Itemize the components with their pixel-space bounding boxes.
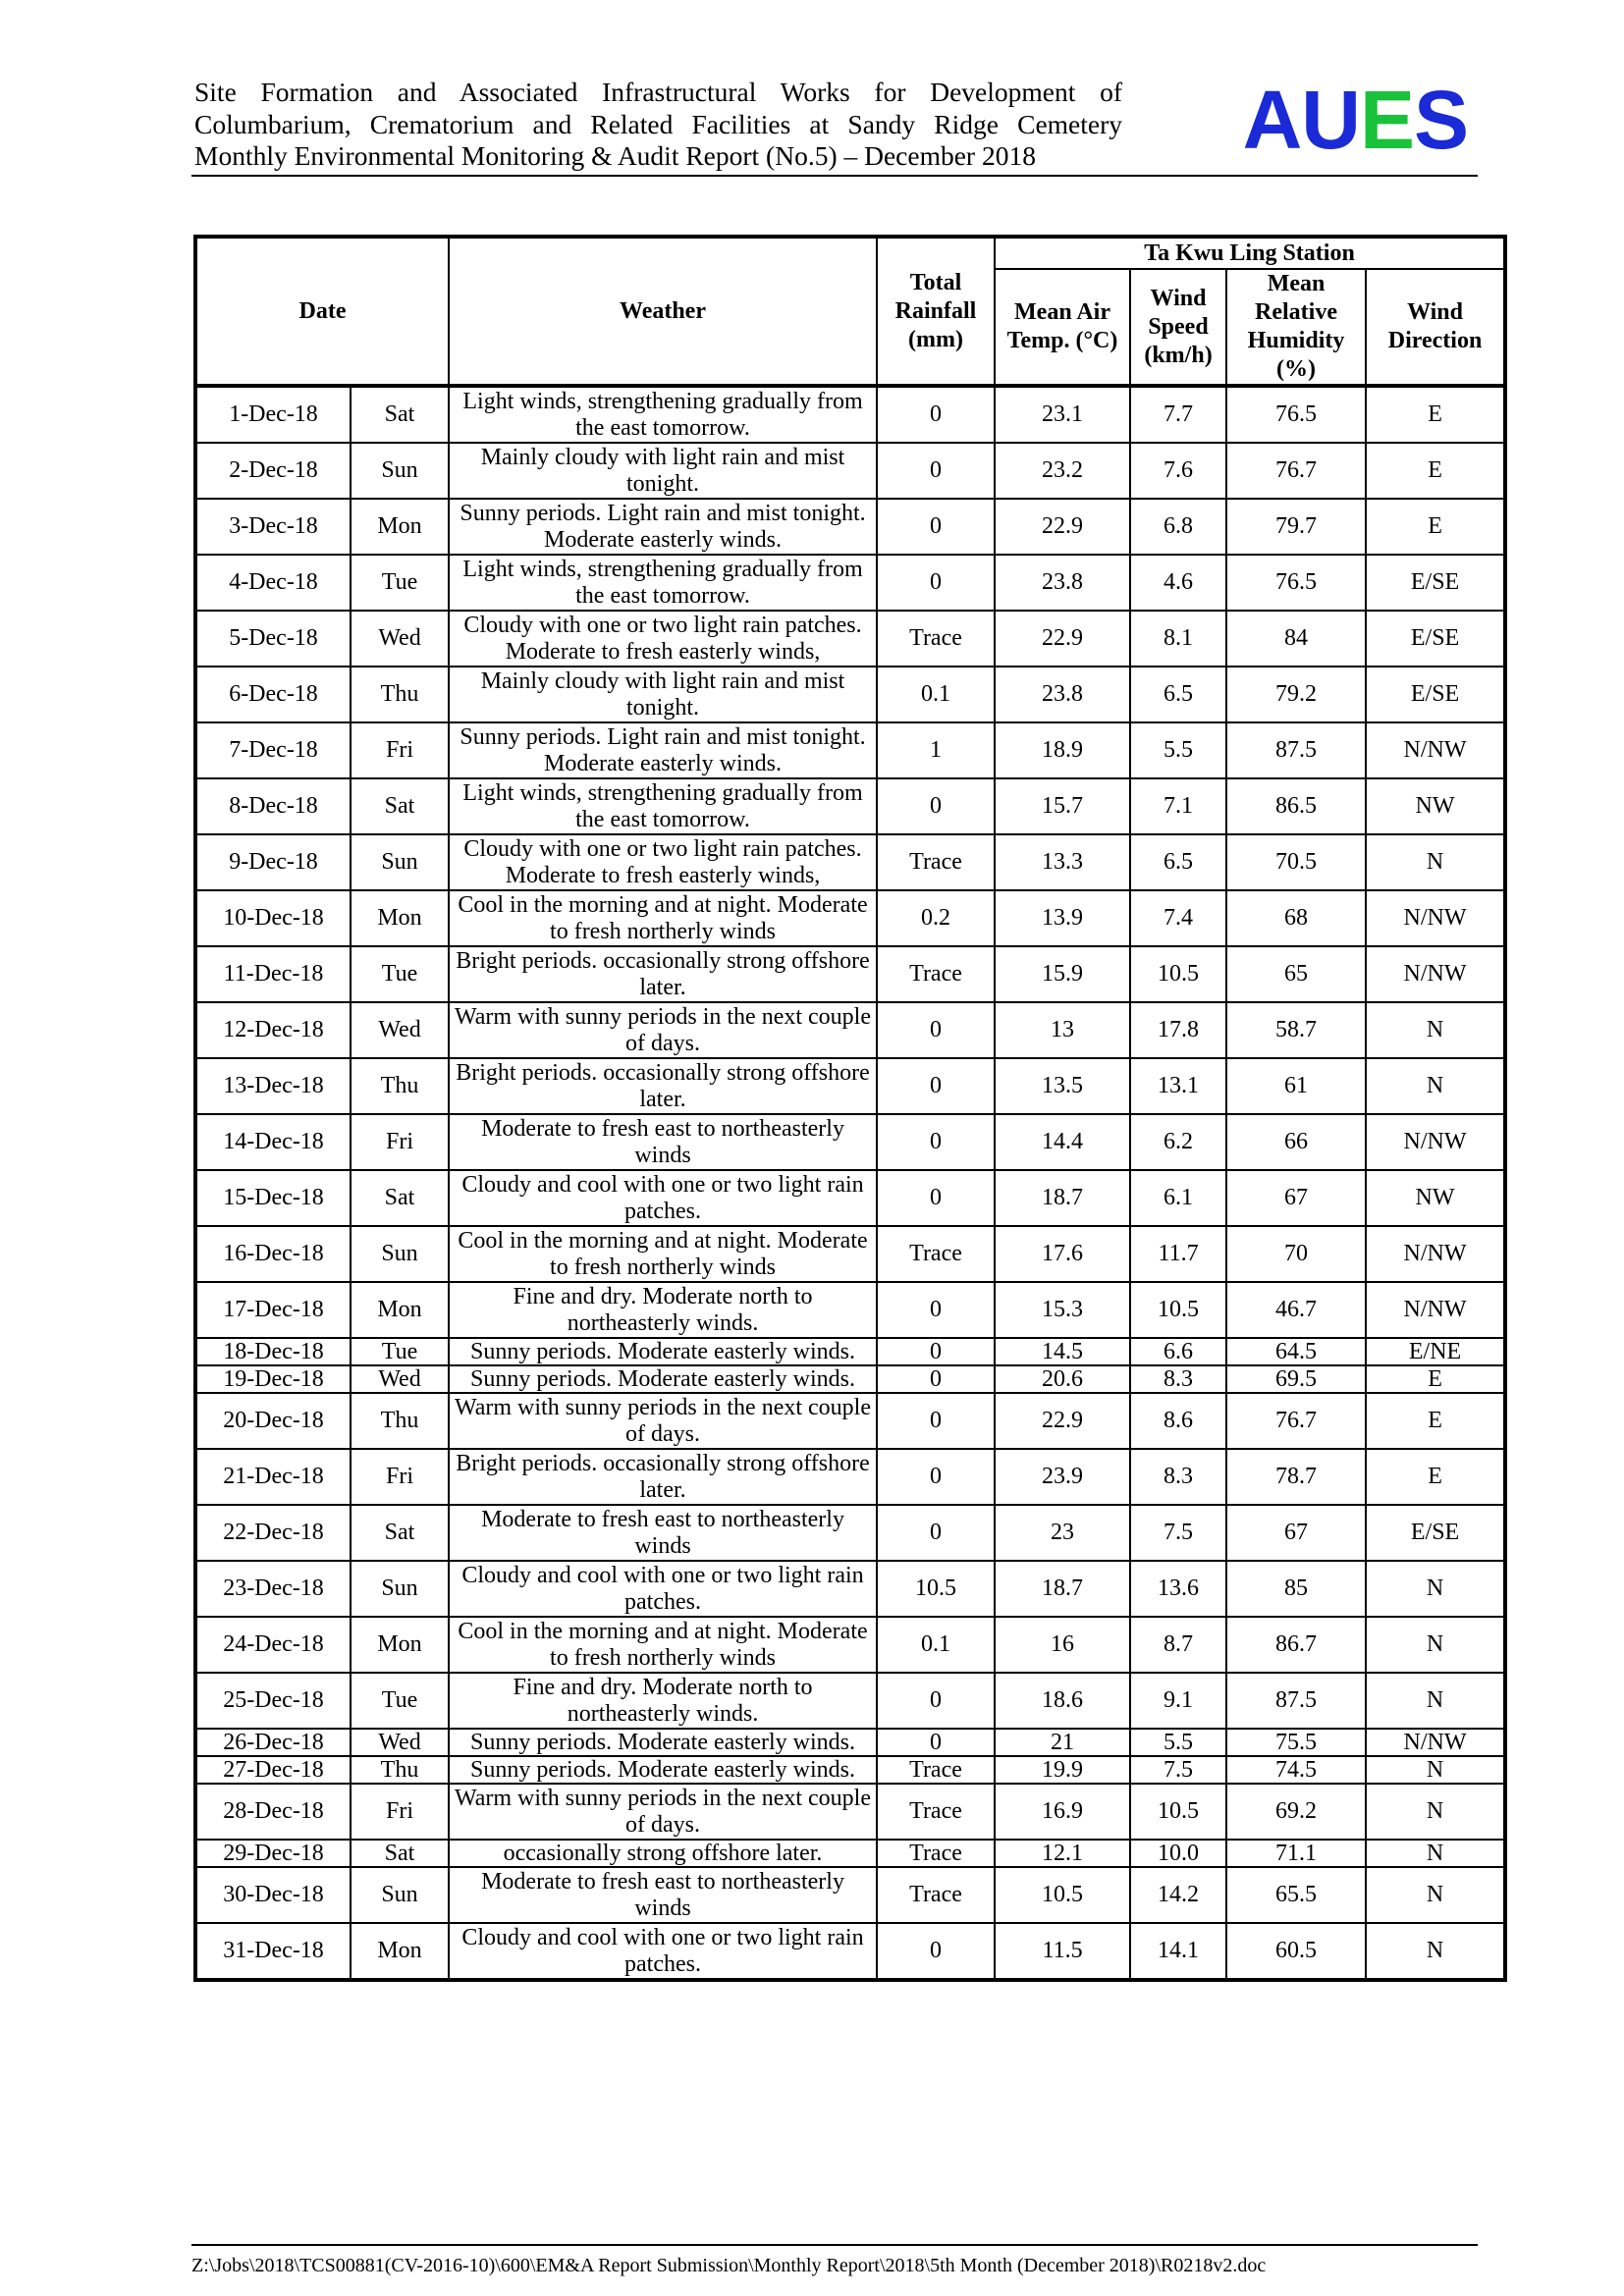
cell-weather: Sunny periods. Light rain and mist tonight. Moderate easterly winds. (449, 722, 877, 778)
cell-temp: 22.9 (995, 499, 1130, 555)
cell-date: 6-Dec-18 (195, 667, 351, 722)
cell-rainfall: Trace (877, 1226, 995, 1282)
page-header (191, 74, 1478, 177)
cell-date: 24-Dec-18 (195, 1617, 351, 1673)
table-row (195, 1561, 1505, 1617)
cell-wind-speed: 5.5 (1130, 722, 1226, 778)
cell-day: Tue (351, 1673, 449, 1729)
cell-wind-direction: E/SE (1366, 611, 1505, 667)
cell-rainfall: 0.2 (877, 890, 995, 946)
report-title (194, 77, 1122, 173)
table-row (195, 443, 1505, 499)
cell-day: Sun (351, 1226, 449, 1282)
cell-temp: 18.7 (995, 1561, 1130, 1617)
aues-logo: AUES (1242, 74, 1468, 166)
col-temp: Mean Air Temp. (°C) (995, 269, 1130, 386)
table-row (195, 1840, 1505, 1867)
table-row (195, 834, 1505, 890)
cell-humidity: 71.1 (1226, 1840, 1366, 1867)
cell-day: Fri (351, 1114, 449, 1170)
cell-humidity: 61 (1226, 1058, 1366, 1114)
cell-date: 28-Dec-18 (195, 1784, 351, 1840)
cell-day: Mon (351, 1617, 449, 1673)
title-line-1: Site Formation and Associated Infrastructural Works for Development of (194, 77, 1122, 107)
cell-rainfall: Trace (877, 611, 995, 667)
cell-date: 3-Dec-18 (195, 499, 351, 555)
table-row (195, 1226, 1505, 1282)
table-row (195, 1729, 1505, 1756)
cell-wind-speed: 10.0 (1130, 1840, 1226, 1867)
table-row (195, 722, 1505, 778)
cell-date: 18-Dec-18 (195, 1338, 351, 1365)
cell-date: 16-Dec-18 (195, 1226, 351, 1282)
table-row (195, 1002, 1505, 1058)
cell-humidity: 79.7 (1226, 499, 1366, 555)
cell-date: 9-Dec-18 (195, 834, 351, 890)
cell-date: 10-Dec-18 (195, 890, 351, 946)
cell-wind-direction: N/NW (1366, 890, 1505, 946)
cell-day: Sun (351, 1561, 449, 1617)
col-humidity: Mean Relative Humidity (%) (1226, 269, 1366, 386)
cell-wind-direction: E (1366, 1449, 1505, 1505)
cell-temp: 18.6 (995, 1673, 1130, 1729)
col-station: Ta Kwu Ling Station (995, 237, 1505, 269)
title-line-3: Monthly Environmental Monitoring & Audit Report (No.5) – December 2018 (194, 140, 1036, 171)
cell-wind-speed: 7.4 (1130, 890, 1226, 946)
cell-humidity: 76.7 (1226, 1393, 1366, 1449)
cell-day: Fri (351, 722, 449, 778)
cell-wind-speed: 8.7 (1130, 1617, 1226, 1673)
cell-weather: Moderate to fresh east to northeasterly winds (449, 1114, 877, 1170)
cell-day: Sat (351, 1840, 449, 1867)
table-row (195, 1756, 1505, 1784)
table-row (195, 555, 1505, 611)
cell-humidity: 65 (1226, 946, 1366, 1002)
cell-date: 20-Dec-18 (195, 1393, 351, 1449)
cell-date: 4-Dec-18 (195, 555, 351, 611)
cell-wind-speed: 6.5 (1130, 834, 1226, 890)
cell-temp: 23.9 (995, 1449, 1130, 1505)
cell-weather: Cloudy with one or two light rain patches. Moderate to fresh easterly winds, (449, 611, 877, 667)
cell-humidity: 85 (1226, 1561, 1366, 1617)
cell-weather: Cool in the morning and at night. Moderate to fresh northerly winds (449, 1226, 877, 1282)
cell-humidity: 70 (1226, 1226, 1366, 1282)
cell-rainfall: Trace (877, 1840, 995, 1867)
cell-wind-direction: E/SE (1366, 1505, 1505, 1561)
table-body (195, 386, 1505, 1980)
cell-weather: Cool in the morning and at night. Moderate to fresh northerly winds (449, 1617, 877, 1673)
cell-rainfall: 0 (877, 1393, 995, 1449)
cell-weather: Fine and dry. Moderate north to northeasterly winds. (449, 1673, 877, 1729)
cell-wind-direction: E (1366, 386, 1505, 443)
cell-humidity: 68 (1226, 890, 1366, 946)
cell-temp: 23.1 (995, 386, 1130, 443)
cell-date: 17-Dec-18 (195, 1282, 351, 1338)
cell-day: Mon (351, 1923, 449, 1980)
table-row (195, 1365, 1505, 1393)
cell-humidity: 70.5 (1226, 834, 1366, 890)
table-row (195, 386, 1505, 443)
cell-wind-direction: N (1366, 1673, 1505, 1729)
cell-temp: 16 (995, 1617, 1130, 1673)
cell-wind-direction: N (1366, 1002, 1505, 1058)
cell-wind-direction: N (1366, 1867, 1505, 1923)
cell-humidity: 67 (1226, 1505, 1366, 1561)
cell-rainfall: 0 (877, 386, 995, 443)
cell-rainfall: 0 (877, 1338, 995, 1365)
cell-humidity: 78.7 (1226, 1449, 1366, 1505)
table-header (195, 237, 1505, 386)
cell-wind-direction: E/SE (1366, 667, 1505, 722)
cell-temp: 15.9 (995, 946, 1130, 1002)
cell-humidity: 74.5 (1226, 1756, 1366, 1784)
cell-rainfall: 0.1 (877, 1617, 995, 1673)
table-row (195, 1784, 1505, 1840)
cell-wind-speed: 10.5 (1130, 1784, 1226, 1840)
cell-wind-direction: N (1366, 1923, 1505, 1980)
cell-day: Wed (351, 1729, 449, 1756)
cell-day: Sun (351, 834, 449, 890)
cell-humidity: 66 (1226, 1114, 1366, 1170)
cell-date: 30-Dec-18 (195, 1867, 351, 1923)
cell-humidity: 69.2 (1226, 1784, 1366, 1840)
cell-humidity: 46.7 (1226, 1282, 1366, 1338)
cell-temp: 14.5 (995, 1338, 1130, 1365)
cell-weather: Cloudy and cool with one or two light rain patches. (449, 1561, 877, 1617)
cell-weather: Cool in the morning and at night. Moderate to fresh northerly winds (449, 890, 877, 946)
cell-day: Tue (351, 1338, 449, 1365)
table-row (195, 1867, 1505, 1923)
cell-date: 7-Dec-18 (195, 722, 351, 778)
cell-temp: 19.9 (995, 1756, 1130, 1784)
cell-date: 2-Dec-18 (195, 443, 351, 499)
cell-day: Sun (351, 1867, 449, 1923)
cell-day: Thu (351, 667, 449, 722)
cell-wind-speed: 13.1 (1130, 1058, 1226, 1114)
cell-day: Sat (351, 1170, 449, 1226)
cell-wind-speed: 10.5 (1130, 946, 1226, 1002)
table-row (195, 611, 1505, 667)
cell-day: Wed (351, 611, 449, 667)
cell-weather: Bright periods. occasionally strong offshore later. (449, 946, 877, 1002)
cell-date: 15-Dec-18 (195, 1170, 351, 1226)
cell-rainfall: Trace (877, 834, 995, 890)
cell-temp: 20.6 (995, 1365, 1130, 1393)
cell-rainfall: 0 (877, 778, 995, 834)
cell-weather: Mainly cloudy with light rain and mist tonight. (449, 443, 877, 499)
cell-temp: 13.3 (995, 834, 1130, 890)
cell-temp: 15.7 (995, 778, 1130, 834)
table-row (195, 890, 1505, 946)
cell-weather: Fine and dry. Moderate north to northeasterly winds. (449, 1282, 877, 1338)
cell-wind-direction: N/NW (1366, 1282, 1505, 1338)
cell-date: 26-Dec-18 (195, 1729, 351, 1756)
cell-humidity: 58.7 (1226, 1002, 1366, 1058)
cell-rainfall: 10.5 (877, 1561, 995, 1617)
cell-humidity: 84 (1226, 611, 1366, 667)
cell-day: Wed (351, 1365, 449, 1393)
table-row (195, 667, 1505, 722)
cell-date: 27-Dec-18 (195, 1756, 351, 1784)
cell-temp: 15.3 (995, 1282, 1130, 1338)
cell-weather: Warm with sunny periods in the next couple of days. (449, 1002, 877, 1058)
cell-humidity: 69.5 (1226, 1365, 1366, 1393)
cell-wind-speed: 14.1 (1130, 1923, 1226, 1980)
cell-temp: 10.5 (995, 1867, 1130, 1923)
cell-humidity: 76.5 (1226, 555, 1366, 611)
table-row (195, 499, 1505, 555)
cell-weather: Sunny periods. Moderate easterly winds. (449, 1756, 877, 1784)
cell-wind-direction: NW (1366, 778, 1505, 834)
cell-wind-direction: E/NE (1366, 1338, 1505, 1365)
cell-rainfall: 0 (877, 1170, 995, 1226)
cell-temp: 23 (995, 1505, 1130, 1561)
cell-weather: Mainly cloudy with light rain and mist tonight. (449, 667, 877, 722)
cell-wind-direction: N (1366, 1840, 1505, 1867)
cell-weather: occasionally strong offshore later. (449, 1840, 877, 1867)
col-wind-direction: Wind Direction (1366, 269, 1505, 386)
cell-date: 22-Dec-18 (195, 1505, 351, 1561)
cell-wind-direction: N (1366, 1617, 1505, 1673)
cell-day: Sun (351, 443, 449, 499)
table-row (195, 1505, 1505, 1561)
cell-rainfall: 0 (877, 1282, 995, 1338)
cell-day: Sat (351, 1505, 449, 1561)
table-row (195, 1673, 1505, 1729)
cell-humidity: 86.5 (1226, 778, 1366, 834)
cell-weather: Warm with sunny periods in the next couple of days. (449, 1393, 877, 1449)
cell-rainfall: 0 (877, 1729, 995, 1756)
cell-weather: Cloudy and cool with one or two light rain patches. (449, 1923, 877, 1980)
cell-day: Sat (351, 778, 449, 834)
table-row (195, 1338, 1505, 1365)
cell-rainfall: Trace (877, 1756, 995, 1784)
cell-wind-direction: N/NW (1366, 1114, 1505, 1170)
cell-humidity: 87.5 (1226, 1673, 1366, 1729)
cell-wind-direction: E (1366, 1393, 1505, 1449)
cell-wind-speed: 9.1 (1130, 1673, 1226, 1729)
table-row (195, 1393, 1505, 1449)
cell-wind-speed: 7.7 (1130, 386, 1226, 443)
cell-day: Sat (351, 386, 449, 443)
cell-date: 8-Dec-18 (195, 778, 351, 834)
cell-wind-direction: E (1366, 499, 1505, 555)
cell-date: 25-Dec-18 (195, 1673, 351, 1729)
cell-wind-speed: 6.1 (1130, 1170, 1226, 1226)
cell-wind-speed: 6.6 (1130, 1338, 1226, 1365)
table-row (195, 1058, 1505, 1114)
cell-humidity: 65.5 (1226, 1867, 1366, 1923)
cell-weather: Cloudy and cool with one or two light rain patches. (449, 1170, 877, 1226)
cell-humidity: 76.7 (1226, 443, 1366, 499)
cell-humidity: 87.5 (1226, 722, 1366, 778)
cell-rainfall: 1 (877, 722, 995, 778)
cell-date: 19-Dec-18 (195, 1365, 351, 1393)
cell-wind-speed: 17.8 (1130, 1002, 1226, 1058)
table-row (195, 1449, 1505, 1505)
cell-humidity: 64.5 (1226, 1338, 1366, 1365)
cell-wind-direction: N (1366, 1561, 1505, 1617)
cell-weather: Moderate to fresh east to northeasterly winds (449, 1505, 877, 1561)
cell-day: Thu (351, 1756, 449, 1784)
footer-file-path: Z:\Jobs\2018\TCS00881(CV-2016-10)\600\EM&A Report Submission\Monthly Report\2018\5th Month (December 2018)\R0218v2.doc (191, 2244, 1478, 2277)
cell-temp: 13.5 (995, 1058, 1130, 1114)
cell-date: 14-Dec-18 (195, 1114, 351, 1170)
cell-rainfall: 0 (877, 1673, 995, 1729)
cell-weather: Bright periods. occasionally strong offshore later. (449, 1058, 877, 1114)
cell-temp: 23.2 (995, 443, 1130, 499)
cell-wind-speed: 7.1 (1130, 778, 1226, 834)
cell-temp: 22.9 (995, 611, 1130, 667)
cell-date: 23-Dec-18 (195, 1561, 351, 1617)
table-row (195, 1114, 1505, 1170)
cell-weather: Moderate to fresh east to northeasterly winds (449, 1867, 877, 1923)
table-row (195, 1282, 1505, 1338)
cell-rainfall: 0 (877, 1505, 995, 1561)
cell-humidity: 60.5 (1226, 1923, 1366, 1980)
cell-temp: 23.8 (995, 555, 1130, 611)
cell-wind-direction: NW (1366, 1170, 1505, 1226)
cell-wind-direction: N (1366, 834, 1505, 890)
cell-humidity: 79.2 (1226, 667, 1366, 722)
cell-wind-direction: E/SE (1366, 555, 1505, 611)
cell-wind-speed: 7.5 (1130, 1756, 1226, 1784)
cell-temp: 18.9 (995, 722, 1130, 778)
cell-rainfall: 0 (877, 1114, 995, 1170)
cell-wind-speed: 6.8 (1130, 499, 1226, 555)
cell-date: 31-Dec-18 (195, 1923, 351, 1980)
cell-wind-speed: 8.3 (1130, 1365, 1226, 1393)
cell-temp: 17.6 (995, 1226, 1130, 1282)
cell-day: Thu (351, 1058, 449, 1114)
cell-day: Mon (351, 499, 449, 555)
cell-wind-direction: N/NW (1366, 722, 1505, 778)
table-row (195, 778, 1505, 834)
cell-wind-direction: E (1366, 1365, 1505, 1393)
weather-table (193, 235, 1507, 1982)
cell-weather: Light winds, strengthening gradually from the east tomorrow. (449, 555, 877, 611)
cell-wind-speed: 13.6 (1130, 1561, 1226, 1617)
table-row (195, 1617, 1505, 1673)
cell-date: 13-Dec-18 (195, 1058, 351, 1114)
col-weather: Weather (449, 237, 877, 386)
cell-rainfall: Trace (877, 946, 995, 1002)
cell-humidity: 67 (1226, 1170, 1366, 1226)
cell-weather: Sunny periods. Moderate easterly winds. (449, 1729, 877, 1756)
table-row (195, 1170, 1505, 1226)
cell-temp: 11.5 (995, 1923, 1130, 1980)
cell-wind-speed: 7.5 (1130, 1505, 1226, 1561)
cell-weather: Warm with sunny periods in the next couple of days. (449, 1784, 877, 1840)
cell-day: Mon (351, 890, 449, 946)
cell-wind-speed: 8.1 (1130, 611, 1226, 667)
cell-wind-speed: 6.5 (1130, 667, 1226, 722)
cell-date: 5-Dec-18 (195, 611, 351, 667)
cell-temp: 23.8 (995, 667, 1130, 722)
cell-wind-speed: 7.6 (1130, 443, 1226, 499)
cell-wind-direction: N (1366, 1058, 1505, 1114)
cell-wind-direction: N/NW (1366, 1729, 1505, 1756)
cell-date: 12-Dec-18 (195, 1002, 351, 1058)
cell-rainfall: 0 (877, 1923, 995, 1980)
cell-humidity: 86.7 (1226, 1617, 1366, 1673)
cell-temp: 14.4 (995, 1114, 1130, 1170)
cell-weather: Light winds, strengthening gradually from the east tomorrow. (449, 386, 877, 443)
cell-rainfall: Trace (877, 1784, 995, 1840)
cell-rainfall: 0 (877, 443, 995, 499)
cell-wind-speed: 4.6 (1130, 555, 1226, 611)
cell-rainfall: 0 (877, 499, 995, 555)
col-rainfall: Total Rainfall (mm) (877, 237, 995, 386)
cell-day: Tue (351, 555, 449, 611)
cell-date: 1-Dec-18 (195, 386, 351, 443)
cell-wind-direction: E (1366, 443, 1505, 499)
cell-wind-direction: N (1366, 1784, 1505, 1840)
table-row (195, 1923, 1505, 1980)
table-row (195, 946, 1505, 1002)
col-wind-speed: Wind Speed (km/h) (1130, 269, 1226, 386)
cell-wind-speed: 5.5 (1130, 1729, 1226, 1756)
cell-rainfall: 0.1 (877, 667, 995, 722)
cell-humidity: 75.5 (1226, 1729, 1366, 1756)
cell-wind-speed: 11.7 (1130, 1226, 1226, 1282)
cell-temp: 13 (995, 1002, 1130, 1058)
cell-date: 29-Dec-18 (195, 1840, 351, 1867)
cell-rainfall: 0 (877, 1002, 995, 1058)
cell-day: Tue (351, 946, 449, 1002)
cell-temp: 22.9 (995, 1393, 1130, 1449)
cell-humidity: 76.5 (1226, 386, 1366, 443)
cell-rainfall: 0 (877, 1365, 995, 1393)
cell-weather: Sunny periods. Light rain and mist tonight. Moderate easterly winds. (449, 499, 877, 555)
cell-day: Wed (351, 1002, 449, 1058)
cell-day: Mon (351, 1282, 449, 1338)
cell-day: Fri (351, 1449, 449, 1505)
cell-temp: 18.7 (995, 1170, 1130, 1226)
cell-weather: Cloudy with one or two light rain patches. Moderate to fresh easterly winds, (449, 834, 877, 890)
cell-wind-direction: N/NW (1366, 1226, 1505, 1282)
cell-wind-speed: 6.2 (1130, 1114, 1226, 1170)
title-line-2: Columbarium, Crematorium and Related Facilities at Sandy Ridge Cemetery (194, 108, 1122, 139)
cell-day: Thu (351, 1393, 449, 1449)
cell-wind-speed: 8.3 (1130, 1449, 1226, 1505)
cell-date: 21-Dec-18 (195, 1449, 351, 1505)
cell-rainfall: Trace (877, 1867, 995, 1923)
cell-date: 11-Dec-18 (195, 946, 351, 1002)
cell-weather: Bright periods. occasionally strong offshore later. (449, 1449, 877, 1505)
cell-temp: 13.9 (995, 890, 1130, 946)
cell-wind-direction: N/NW (1366, 946, 1505, 1002)
cell-temp: 21 (995, 1729, 1130, 1756)
cell-rainfall: 0 (877, 1058, 995, 1114)
cell-rainfall: 0 (877, 1449, 995, 1505)
cell-rainfall: 0 (877, 555, 995, 611)
cell-weather: Sunny periods. Moderate easterly winds. (449, 1338, 877, 1365)
cell-wind-speed: 10.5 (1130, 1282, 1226, 1338)
cell-weather: Light winds, strengthening gradually from the east tomorrow. (449, 778, 877, 834)
cell-wind-direction: N (1366, 1756, 1505, 1784)
cell-weather: Sunny periods. Moderate easterly winds. (449, 1365, 877, 1393)
cell-day: Fri (351, 1784, 449, 1840)
cell-temp: 16.9 (995, 1784, 1130, 1840)
cell-temp: 12.1 (995, 1840, 1130, 1867)
cell-wind-speed: 14.2 (1130, 1867, 1226, 1923)
cell-wind-speed: 8.6 (1130, 1393, 1226, 1449)
col-date: Date (195, 237, 449, 386)
